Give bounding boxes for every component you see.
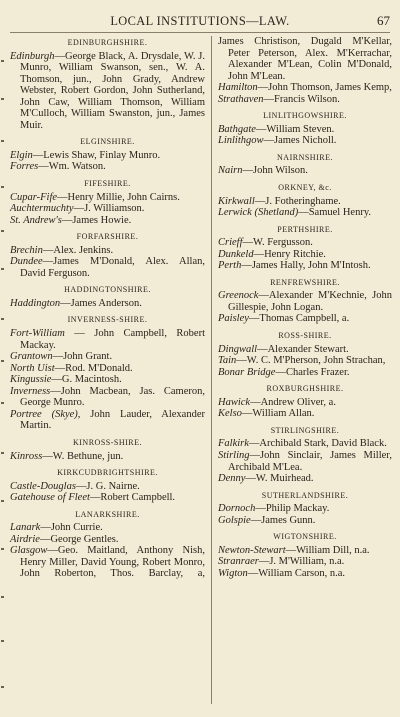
- directory-entry: [10, 492, 205, 504]
- place-name: Dornoch: [218, 503, 256, 515]
- right-column: [218, 36, 392, 579]
- agent-names: —Robert Campbell.: [89, 492, 176, 504]
- directory-entry: [10, 545, 205, 580]
- directory-entry: [218, 515, 392, 527]
- county-heading: FIFESHIRE.: [84, 179, 131, 189]
- county-heading: ELGINSHIRE.: [80, 137, 135, 147]
- agent-names: —J. M'William, n.a.: [258, 556, 345, 568]
- place-name: Bonar Bridge: [218, 366, 276, 378]
- agent-names: —W. C. M'Pherson, John Strachan,: [236, 355, 386, 367]
- county-heading: LANARKSHIRE.: [75, 509, 140, 519]
- place-name: Nairn: [218, 165, 243, 177]
- agent-names: —W. Bethune, jun.: [42, 450, 124, 462]
- place-name: Golspie: [218, 514, 251, 526]
- directory-entry: [218, 135, 392, 147]
- agent-names: — John Campbell, Robert Mackay.: [20, 328, 205, 351]
- page-number: 67: [377, 13, 390, 28]
- directory-entry: [10, 351, 205, 363]
- directory-entry: [218, 408, 392, 420]
- place-name: Kinross: [10, 450, 43, 462]
- county-heading: ORKNEY, &c.: [278, 183, 332, 193]
- directory-entry: [10, 161, 205, 173]
- county-heading: HADDINGTONSHIRE.: [64, 285, 151, 295]
- agent-names: —Henry Millie, John Cairns.: [57, 191, 180, 203]
- place-name: Newton-Stewart: [218, 544, 286, 556]
- directory-entry: [218, 438, 392, 450]
- agent-names: James Christison, Dugald M'Kellar, Peter Peterson, Alex. M'Kerrachar, Alexander M'Lean, Colin M'Donald, John M'Lean.: [218, 36, 392, 82]
- directory-entry: [218, 397, 392, 409]
- agent-names: —John Grant.: [52, 351, 113, 363]
- directory-entry: [218, 82, 392, 94]
- place-name: Hawick: [218, 396, 251, 408]
- directory-entry: [218, 568, 392, 580]
- agent-names: —W. Fergusson.: [242, 237, 313, 249]
- agent-names: —John Currie.: [40, 522, 103, 534]
- agent-names: —Samuel Henry.: [298, 207, 372, 219]
- place-name: Paisley: [218, 313, 249, 325]
- place-name: Edinburgh: [10, 50, 55, 62]
- place-name: Kingussie: [10, 374, 52, 386]
- place-name: Stranraer: [218, 556, 259, 568]
- directory-entry: [10, 256, 205, 279]
- place-name: St. Andrew's: [10, 214, 62, 226]
- place-name: Portree (Skye): [10, 408, 78, 420]
- agent-names: —J. G. Nairne.: [75, 480, 140, 492]
- directory-entry: [218, 237, 392, 249]
- place-name: North Uist: [10, 362, 55, 374]
- agent-names: —Philip Mackay.: [255, 503, 330, 515]
- directory-entry: [218, 260, 392, 272]
- agent-names: —James Howie.: [61, 214, 132, 226]
- agent-names: —William Dill, n.a.: [285, 544, 370, 556]
- directory-entry: [10, 192, 205, 204]
- directory-entry: [10, 298, 205, 310]
- agent-names: —Thomas Campbell, a.: [248, 313, 350, 325]
- directory-entry: [10, 51, 205, 132]
- place-name: Wigton: [218, 567, 248, 579]
- agent-names: —James Nicholl.: [263, 135, 337, 147]
- directory-entry: [218, 313, 392, 325]
- agent-names: —John Thomson, James Kemp,: [257, 82, 392, 94]
- place-name: Airdrie: [10, 533, 40, 545]
- directory-entry: [10, 245, 205, 257]
- directory-entry: [218, 367, 392, 379]
- agent-names: , John Lauder, Alexander Martin.: [20, 408, 205, 432]
- agent-names: —Geo. Maitland, Anthony Nish, Henry Miller, David Young, Robert Monro, John Roberton, Thos. Barclay, a,: [20, 545, 205, 580]
- directory-entry: [10, 328, 205, 351]
- directory-entry: [10, 374, 205, 386]
- county-heading: KINROSS-SHIRE.: [72, 437, 142, 447]
- place-name: Auchtermuchty: [10, 203, 74, 215]
- running-head: [10, 14, 390, 33]
- county-heading: KIRKCUDBRIGHTSHIRE.: [57, 468, 158, 478]
- agent-names: —James Hally, John M'Intosh.: [241, 260, 371, 272]
- directory-entry: [218, 450, 392, 473]
- place-name: Haddington: [10, 297, 61, 309]
- place-name: Grantown: [10, 351, 53, 363]
- directory-entry: [218, 556, 392, 568]
- place-name: Crieff: [218, 237, 243, 249]
- county-heading: SUTHERLANDSHIRE.: [261, 490, 349, 500]
- agent-names: —William Allan.: [241, 408, 315, 420]
- directory-entry: [10, 150, 205, 162]
- place-name: Forres: [10, 161, 39, 173]
- place-name: Cupar-Fife: [10, 191, 58, 203]
- directory-entry: [10, 522, 205, 534]
- directory-entry: [218, 165, 392, 177]
- place-name: Fort-William: [10, 328, 65, 340]
- directory-entry: [10, 451, 205, 463]
- directory-entry: [218, 124, 392, 136]
- county-heading: INVERNESS-SHIRE.: [67, 315, 148, 325]
- place-name: Hamilton: [218, 82, 258, 94]
- agent-names: —James Gunn.: [250, 514, 316, 526]
- county-heading: PERTHSHIRE.: [277, 224, 333, 234]
- directory-entry: [10, 534, 205, 546]
- agent-names: —William Carson, n.a.: [247, 567, 346, 579]
- county-heading: NAIRNSHIRE.: [277, 152, 333, 162]
- place-name: Kirkwall: [218, 195, 255, 207]
- place-name: Denny: [218, 473, 246, 485]
- county-heading: ROSS-SHIRE.: [278, 331, 332, 341]
- directory-entry: [218, 503, 392, 515]
- county-heading: WIGTONSHIRE.: [273, 532, 337, 542]
- place-name: Perth: [218, 260, 242, 272]
- agent-names: —Wm. Watson.: [38, 161, 106, 173]
- agent-names: —James M'Donald, Alex. Allan, David Ferguson.: [20, 256, 205, 279]
- agent-names: —J. Fotheringhame.: [254, 195, 341, 207]
- place-name: Inverness: [10, 385, 51, 397]
- directory-entry: [10, 363, 205, 375]
- place-name: Strathaven: [218, 93, 264, 105]
- agent-names: —William Steven.: [255, 123, 335, 135]
- directory-entry: [218, 94, 392, 106]
- county-heading: ROXBURGHSHIRE.: [266, 384, 344, 394]
- agent-names: —Andrew Oliver, a.: [250, 396, 336, 408]
- directory-entry: [10, 409, 205, 432]
- agent-names: —George Gentles.: [39, 533, 119, 545]
- directory-entry: [218, 344, 392, 356]
- agent-names: —Alexander M'Kechnie, John Gillespie, John Logan.: [228, 290, 392, 313]
- directory-entry: [218, 207, 392, 219]
- place-name: Tain: [218, 355, 237, 367]
- county-heading: STIRLINGSHIRE.: [270, 425, 340, 435]
- directory-entry: [10, 203, 205, 215]
- directory-entry: [218, 290, 392, 313]
- agent-names: —John Macbean, Jas. Cameron, George Munro.: [20, 385, 205, 409]
- directory-entry: [218, 545, 392, 557]
- left-column: [10, 36, 205, 580]
- directory-entry: [218, 355, 392, 367]
- agent-names: —Charles Frazer.: [275, 366, 350, 378]
- place-name: Falkirk: [218, 438, 249, 450]
- place-name: Dunkeld: [218, 248, 254, 260]
- directory-entry: [10, 386, 205, 409]
- agent-names: —James Anderson.: [60, 297, 142, 309]
- place-name: Dingwall: [218, 343, 258, 355]
- column-divider: [211, 36, 212, 704]
- directory-entry: [218, 196, 392, 208]
- place-name: Elgin: [10, 149, 33, 161]
- place-name: Linlithgow: [218, 135, 264, 147]
- directory-entry: [10, 481, 205, 493]
- place-name: Dundee: [10, 256, 43, 268]
- place-name: Gatehouse of Fleet: [10, 492, 90, 504]
- place-name: Brechin: [10, 244, 43, 256]
- binding-edge: [0, 0, 8, 717]
- place-name: Lanark: [10, 522, 41, 534]
- agent-names: —Alexander Stewart.: [257, 343, 349, 355]
- place-name: Greenock: [218, 290, 259, 302]
- county-heading: LINLITHGOWSHIRE.: [263, 111, 347, 121]
- agent-names: —Alex. Jenkins.: [42, 244, 114, 256]
- agent-names: —J. Williamson.: [73, 203, 145, 215]
- agent-names: —Francis Wilson.: [263, 93, 340, 105]
- agent-names: —Lewis Shaw, Finlay Munro.: [32, 149, 161, 161]
- county-heading: FORFARSHIRE.: [76, 232, 139, 242]
- agent-names: —George Black, A. Drysdale, W. J. Munro, William Swanson, sen., W. A. Thomson, jun., John Grady, Andrew Webster, Robert Gordon, John Sutherland, John Caw, William Thomson, William M'Culloch, William Swanston, jun., James Muir.: [20, 50, 205, 131]
- agent-names: —Archibald Stark, David Black.: [248, 438, 387, 450]
- agent-names: —W. Muirhead.: [245, 473, 314, 485]
- directory-entry: [218, 473, 392, 485]
- place-name: Lerwick (Shetland): [218, 207, 299, 219]
- agent-names: —G. Macintosh.: [51, 374, 122, 386]
- place-name: Bathgate: [218, 123, 256, 135]
- agent-names: —John Sinclair, James Miller, Archibald M'Lea.: [228, 449, 392, 473]
- directory-entry: [218, 249, 392, 261]
- place-name: Glasgow: [10, 545, 48, 557]
- place-name: Castle-Douglas: [10, 480, 76, 492]
- county-heading: RENFREWSHIRE.: [270, 277, 340, 287]
- place-name: Kelso: [218, 408, 242, 420]
- directory-entry: [10, 215, 205, 227]
- agent-names: —Rod. M'Donald.: [54, 362, 133, 374]
- place-name: Stirling: [218, 449, 250, 461]
- agent-names: —John Wilson.: [242, 165, 308, 177]
- county-heading: EDINBURGHSHIRE.: [67, 38, 148, 47]
- page-title: LOCAL INSTITUTIONS—LAW.: [110, 14, 290, 28]
- directory-entry: [218, 36, 392, 82]
- agent-names: —Henry Ritchie.: [253, 248, 326, 260]
